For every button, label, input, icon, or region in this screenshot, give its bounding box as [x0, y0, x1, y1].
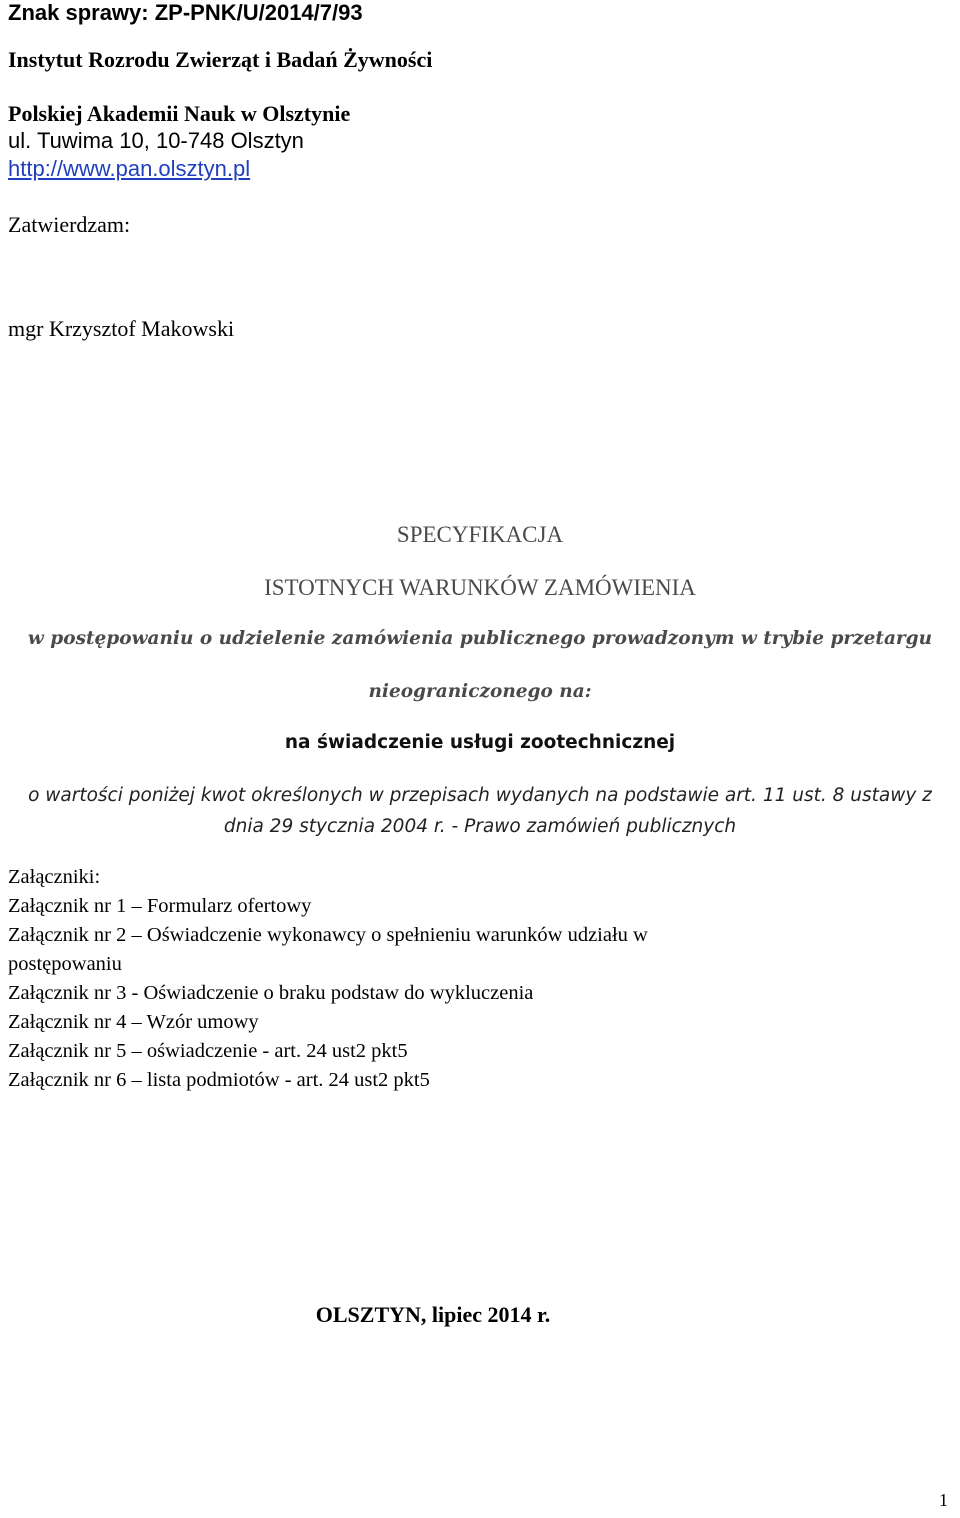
attachment-item-continuation: postępowaniu	[8, 953, 122, 975]
attachment-item: Załącznik nr 4 – Wzór umowy	[8, 1011, 259, 1033]
institute-website-link[interactable]: http://www.pan.olsztyn.pl	[8, 156, 251, 181]
attachment-item: Załącznik nr 2 – Oświadczenie wykonawcy o spełnieniu warunków udziału w	[8, 924, 648, 946]
order-value-note-line1: o wartości poniżej kwot określonych w przepisach wydanych na podstawie art. 11 ust. 8 ustawy z	[28, 785, 932, 806]
approval-label: Zatwierdzam:	[8, 212, 131, 237]
attachment-item: Załącznik nr 6 – lista podmiotów - art. 24 ust2 pkt5	[8, 1069, 430, 1091]
procedure-description: w postępowaniu o udzielenie zamówienia publicznego prowadzonym w trybie przetargu	[27, 628, 933, 649]
order-value-note-line2: dnia 29 stycznia 2004 r. - Prawo zamówień publicznych	[223, 816, 737, 837]
page-number: 1	[939, 1490, 948, 1510]
attachment-item: Załącznik nr 5 – oświadczenie - art. 24 ust2 pkt5	[8, 1040, 408, 1062]
institute-name: Instytut Rozrodu Zwierząt i Badań Żywności	[8, 47, 433, 72]
attachment-item: Załącznik nr 1 – Formularz ofertowy	[8, 895, 312, 917]
approver-name: mgr Krzysztof Makowski	[8, 316, 235, 341]
case-number: Znak sprawy: ZP-PNK/U/2014/7/93	[8, 0, 363, 25]
place-and-date: OLSZTYN, lipiec 2014 r.	[315, 1302, 551, 1327]
attachments-heading: Załączniki:	[8, 866, 101, 888]
order-subject: na świadczenie usługi zootechnicznej	[284, 732, 676, 753]
institute-address: ul. Tuwima 10, 10-748 Olsztyn	[8, 128, 304, 153]
title-essential-terms: ISTOTNYCH WARUNKÓW ZAMÓWIENIA	[264, 575, 696, 600]
title-specification: SPECYFIKACJA	[396, 522, 564, 547]
institute-academy: Polskiej Akademii Nauk w Olsztynie	[8, 101, 351, 126]
procedure-type: nieograniczonego na:	[368, 681, 592, 702]
attachment-item: Załącznik nr 3 - Oświadczenie o braku podstaw do wykluczenia	[8, 982, 534, 1004]
